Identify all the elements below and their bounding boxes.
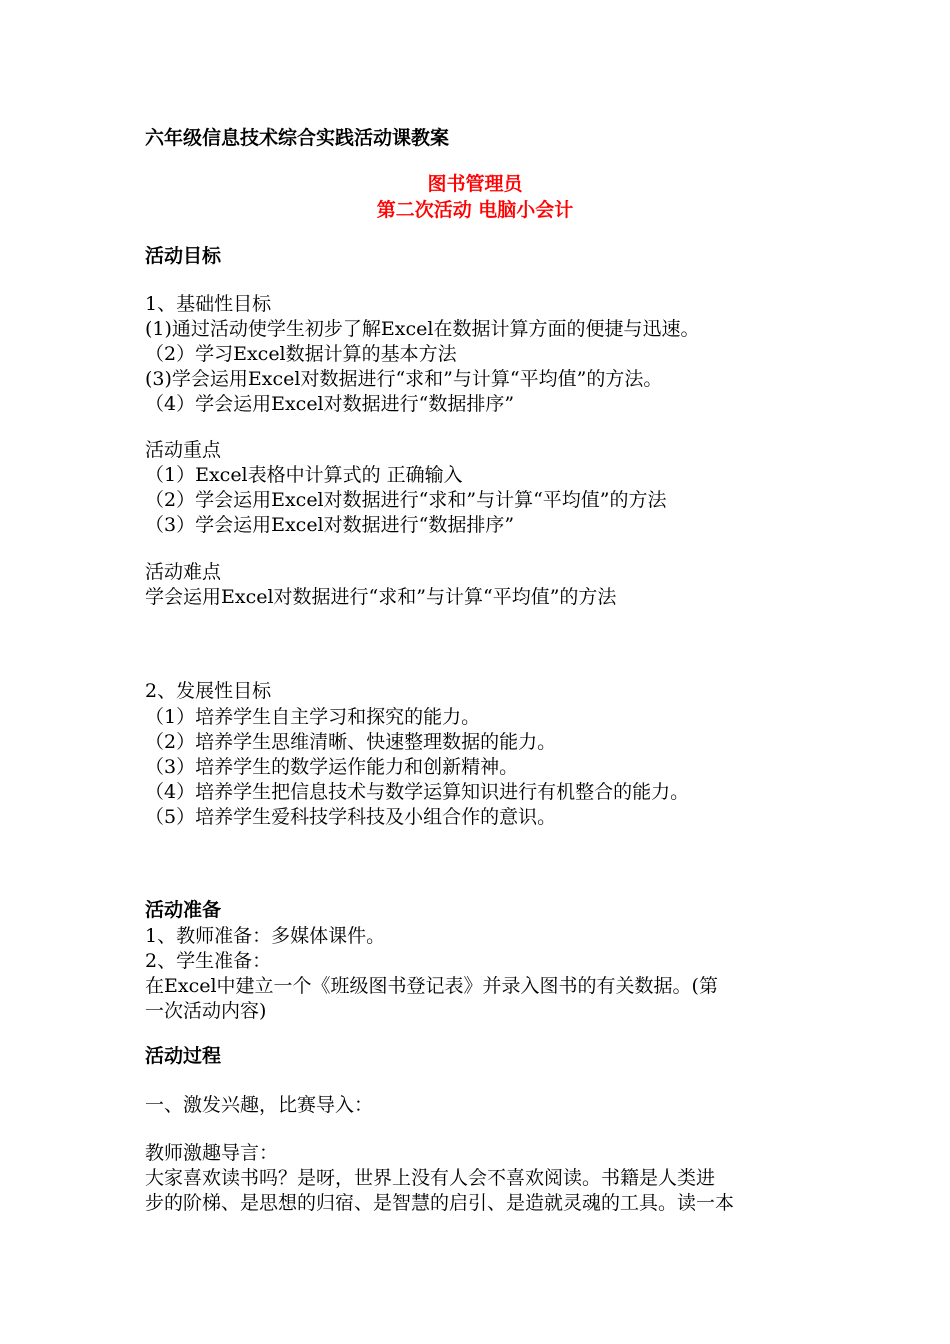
process-heading: 活动过程 bbox=[145, 1045, 222, 1067]
student-preparation: 2、学生准备： bbox=[145, 950, 272, 972]
basic-goal-item: (3)学会运用Excel对数据进行“求和”与计算“平均值”的方法。 bbox=[145, 368, 663, 390]
student-preparation-detail: 一次活动内容) bbox=[145, 1000, 267, 1022]
development-goal-item: （2）培养学生思维清晰、快速整理数据的能力。 bbox=[145, 731, 557, 753]
student-preparation-detail: 在Excel中建立一个《班级图书登记表》并录入图书的有关数据。(第 bbox=[145, 975, 718, 997]
development-goal-item: （3）培养学生的数学运作能力和创新精神。 bbox=[145, 756, 519, 778]
key-point-item: （1）Excel表格中计算式的 正确输入 bbox=[145, 464, 463, 486]
intro-paragraph-line: 大家喜欢读书吗？是呀，世界上没有人会不喜欢阅读。书籍是人类进 bbox=[145, 1167, 716, 1189]
key-point-item: （2）学会运用Excel对数据进行“求和”与计算“平均值”的方法 bbox=[145, 489, 667, 511]
key-point-item: （3）学会运用Excel对数据进行“数据排序” bbox=[145, 514, 515, 536]
teacher-preparation: 1、教师准备：多媒体课件。 bbox=[145, 925, 386, 947]
lesson-title: 图书管理员 bbox=[427, 173, 523, 195]
basic-goal-item: （2）学习Excel数据计算的基本方法 bbox=[145, 343, 457, 365]
difficulty-text: 学会运用Excel对数据进行“求和”与计算“平均值”的方法 bbox=[145, 586, 617, 608]
intro-paragraph-line: 步的阶梯、是思想的归宿、是智慧的启引、是造就灵魂的工具。读一本 bbox=[145, 1192, 735, 1214]
key-points-heading: 活动重点 bbox=[145, 439, 222, 461]
intro-label: 教师激趣导言： bbox=[145, 1142, 279, 1164]
preparation-heading: 活动准备 bbox=[145, 899, 222, 921]
development-goal-item: （5）培养学生爱科技学科技及小组合作的意识。 bbox=[145, 806, 557, 828]
development-goal-item: （4）培养学生把信息技术与数学运算知识进行有机整合的能力。 bbox=[145, 781, 690, 803]
basic-goal-item: （4）学会运用Excel对数据进行“数据排序” bbox=[145, 393, 515, 415]
document-title: 六年级信息技术综合实践活动课教案 bbox=[145, 127, 450, 149]
difficulty-heading: 活动难点 bbox=[145, 561, 222, 583]
lesson-subtitle: 第二次活动 电脑小会计 bbox=[376, 199, 574, 221]
basic-goals-heading: 1、基础性目标 bbox=[145, 293, 272, 315]
basic-goal-item: (1)通过活动使学生初步了解Excel在数据计算方面的便捷与迅速。 bbox=[145, 318, 700, 340]
development-goals-heading: 2、发展性目标 bbox=[145, 680, 272, 702]
process-step-heading: 一、激发兴趣，比赛导入： bbox=[145, 1094, 374, 1116]
development-goal-item: （1）培养学生自主学习和探究的能力。 bbox=[145, 706, 481, 728]
goals-heading: 活动目标 bbox=[145, 245, 222, 267]
